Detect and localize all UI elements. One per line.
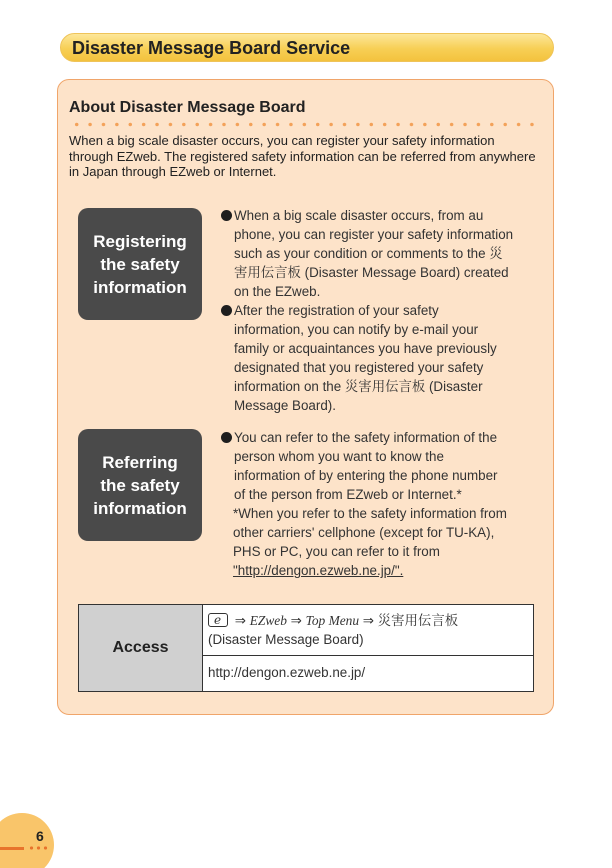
access-menu-path: [203, 605, 533, 656]
page-dots: [28, 846, 50, 850]
access-url[interactable]: http://dengon.ezweb.ne.jp/: [208, 665, 366, 680]
referring-label-box: [78, 429, 202, 541]
registering-bullets: [220, 206, 542, 415]
arrow-icon: ⇒: [234, 613, 246, 628]
path-disaster-board: 災害用伝言板: [377, 613, 459, 628]
arrow-icon: ⇒: [362, 613, 375, 628]
access-label: Access: [112, 639, 169, 656]
dengon-url-link[interactable]: "http://dengon.ezweb.ne.jp/".: [233, 563, 404, 578]
registering-label-box: [78, 208, 202, 320]
path-top-menu: Top Menu: [305, 613, 360, 628]
page-stripe: [0, 847, 24, 850]
access-url-cell: [203, 656, 533, 691]
about-heading: About Disaster Message Board: [69, 99, 306, 116]
path-disaster-board-english: (Disaster Message Board): [208, 632, 364, 647]
page-tab: [0, 813, 54, 868]
arrow-icon: ⇒: [290, 613, 302, 628]
register-bullet-2: After the registration of your safety information, you can notify by e-mail your family or acquaintances you have previously designated that you registered your safety information on the 災害用伝言板 (Disaster Message Board).: [220, 301, 542, 415]
section-title: Disaster Message Board Service: [72, 38, 351, 58]
section-title-bar: [60, 33, 554, 62]
refer-bullet: You can refer to the safety information of the person whom you want to know the information of by entering the phone number of the person from EZweb or Internet.*: [220, 428, 542, 504]
registering-label: Registering the safety information: [93, 231, 187, 297]
refer-note: *When you refer to the safety information from other carriers' cellphone (except for TU-KA), PHS or PC, you can refer to it from: [233, 506, 507, 559]
ezweb-key-icon: [208, 613, 228, 627]
referring-bullets: [220, 428, 542, 580]
path-ezweb: EZweb: [249, 613, 287, 628]
access-path-line: [208, 611, 528, 630]
access-table: [78, 604, 534, 692]
dotted-divider: [70, 122, 540, 127]
about-description: When a big scale disaster occurs, you can register your safety information through EZweb. The registered safety information can be referred from anywhere in Japan through EZweb or Internet.: [69, 133, 536, 179]
refer-note-url-line: [220, 561, 542, 580]
referring-label: Referring the safety information: [93, 452, 187, 518]
register-bullet-1: When a big scale disaster occurs, from au phone, you can register your safety information such as your condition or comments to the 災 害用伝言板 (Disaster Message Board) created on the EZweb.: [220, 206, 542, 301]
access-label-cell: [79, 605, 203, 691]
page-number: 6: [36, 828, 44, 844]
